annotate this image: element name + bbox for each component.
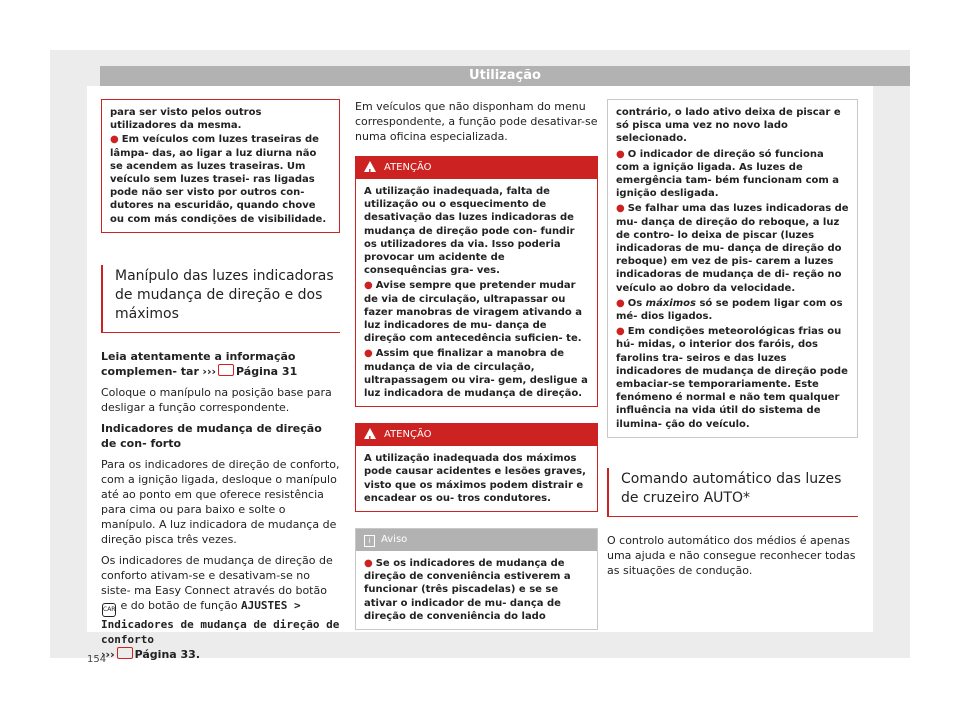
ref-arrow: ››› <box>202 364 217 378</box>
warning-title: ATENÇÃO <box>384 429 432 441</box>
info-icon: i <box>364 535 375 547</box>
box-text: para ser visto pelos outros utilizadores da mesma. <box>110 107 262 132</box>
book-icon <box>117 647 133 659</box>
bullet-icon: ● <box>616 326 625 338</box>
warning-bullet: Avise sempre que pretender mudar de via de circulação, ultrapassar ou fazer manobras de viragem ativando a luz indicadores de mu- dança de direção com antecedência suficien- te. <box>364 280 583 345</box>
column-3 <box>607 99 858 578</box>
page-number: 154 <box>87 654 107 665</box>
box-bullet-text: Em veículos com luzes traseiras de lâmpa- das, ao ligar a luz diurna não se acendem as luzes traseiras. Um veículo sem luzes trasei- ras ligadas pode não ser visto por outros con- dutores na escuridão, quando chove ou com más condições de visibilidade. <box>110 134 327 225</box>
sub-heading: Indicadores de mudança de direção de con- forto <box>101 421 322 450</box>
paragraph-text: e do botão de função <box>120 598 238 612</box>
warning-bullet: Assim que finalizar a manobra de mudança de via de circulação, ultrapassagem ou vira- gem, desligue a luz indicadora de mudança de direção. <box>364 348 588 400</box>
note-bullet-part: Os <box>627 297 643 309</box>
continued-warning-box <box>101 99 340 233</box>
note-bullet: Se os indicadores de mudança de direção de conveniência estiverem a funcionar (três piscadelas) e se se ativar o indicador de mu- dança de direção de conveniência do lado <box>364 558 571 622</box>
menu-path: AJUSTES > Indicadores de mudança de direção de conforto <box>101 598 340 646</box>
bullet-icon: ● <box>616 203 625 215</box>
note-bullet: O indicador de direção só funciona com a ignição ligada. As luzes de emergência tam- bém funcionam com a ignição desligada. <box>616 148 840 200</box>
car-button-icon: CAR <box>102 603 116 617</box>
bullet-icon: ● <box>616 148 625 160</box>
note-bullet: Em condições meteorológicas frias ou hú- midas, o interior dos faróis, dos farolins tra- seiros e das luzes indicadores de mudança de direção pode embaciar-se temporariamente. Este fenómeno é normal e não tem qualquer influência na vida útil do sistema de ilumina- ção do veículo. <box>616 326 848 430</box>
bullet-icon: ● <box>364 348 373 360</box>
manual-page <box>50 50 910 665</box>
bullet-icon: ● <box>364 558 373 570</box>
section-title: Manípulo das luzes indicadoras de mudança de direção e dos máximos <box>101 265 340 333</box>
warning-triangle-icon <box>364 161 376 172</box>
bullet-icon: ● <box>616 297 625 309</box>
note-title: Aviso <box>381 534 408 546</box>
warning-title: ATENÇÃO <box>384 162 432 173</box>
page-content <box>87 86 873 665</box>
section-title: Comando automático das luzes de cruzeiro AUTO* <box>607 468 858 517</box>
ref-arrow: ››› <box>101 647 115 661</box>
bullet-icon: ● <box>364 280 373 292</box>
book-icon <box>218 364 234 376</box>
note-box-continued <box>607 99 858 438</box>
warning-header <box>356 424 597 446</box>
warning-header <box>356 157 597 179</box>
warning-text: A utilização inadequada dos máximos pode causar acidentes e lesões graves, visto que os máximos podem distrair e encadear os ou- tros condutores. <box>364 453 586 504</box>
paragraph: Para os indicadores de direção de conforto, com a ignição ligada, desloque o manípulo até ao ponto em que oferece resistência para cima ou para baixo e solte o manípulo. A luz indicadora de mudança de direção pisca três vezes. <box>101 457 340 546</box>
warning-box-high-beams <box>355 423 598 512</box>
note-text: contrário, o lado ativo deixa de piscar e só pisca uma vez no novo lado selecionado. <box>616 107 841 145</box>
note-header <box>356 529 597 551</box>
column-2 <box>355 99 598 630</box>
note-box <box>355 528 598 630</box>
note-bullet-part: só se podem ligar com os mé- dios ligados. <box>616 297 843 323</box>
paragraph: Coloque o manípulo na posição base para desligar a função correspondente. <box>101 385 332 414</box>
page-ref-link[interactable]: Página 33. <box>134 647 201 661</box>
intro-text: Leia atentamente a informação complemen- tar <box>101 349 296 378</box>
warning-triangle-icon <box>364 428 376 439</box>
warning-text: A utilização inadequada, falta de utilização ou o esquecimento de desativação das luzes indicadoras de mudança de direção pode con- fundir os utilizadores da via. Isso poderia provocar um acidente de consequências gra- ves. <box>364 186 575 277</box>
warning-box-indicators <box>355 156 598 407</box>
paragraph-text: Os indicadores de mudança de direção de conforto ativam-se e desativam-se no siste- ma Easy Connect através do botão <box>101 553 333 597</box>
page-ref-link[interactable]: Página 31 <box>236 364 298 378</box>
bullet-icon: ● <box>110 134 119 146</box>
section-body <box>101 349 340 662</box>
paragraph: O controlo automático dos médios é apenas uma ajuda e não consegue reconhecer todas as situações de condução. <box>607 533 856 577</box>
note-bullet: Se falhar uma das luzes indicadoras de mu- dança de direção do reboque, a luz de contro- lo deixa de piscar (luzes indicadoras de mu- dança de direção do reboque) em vez de pis- carem a luzes indicadoras de mudança de di- reção no veículo ao dobro da velocidade. <box>616 203 849 294</box>
column-1 <box>101 99 340 668</box>
note-bullet-emphasis: máximos <box>645 297 696 309</box>
paragraph: Em veículos que não disponham do menu correspondente, a função pode desativar-se numa oficina especializada. <box>355 100 598 143</box>
page-header: Utilização <box>100 66 910 86</box>
